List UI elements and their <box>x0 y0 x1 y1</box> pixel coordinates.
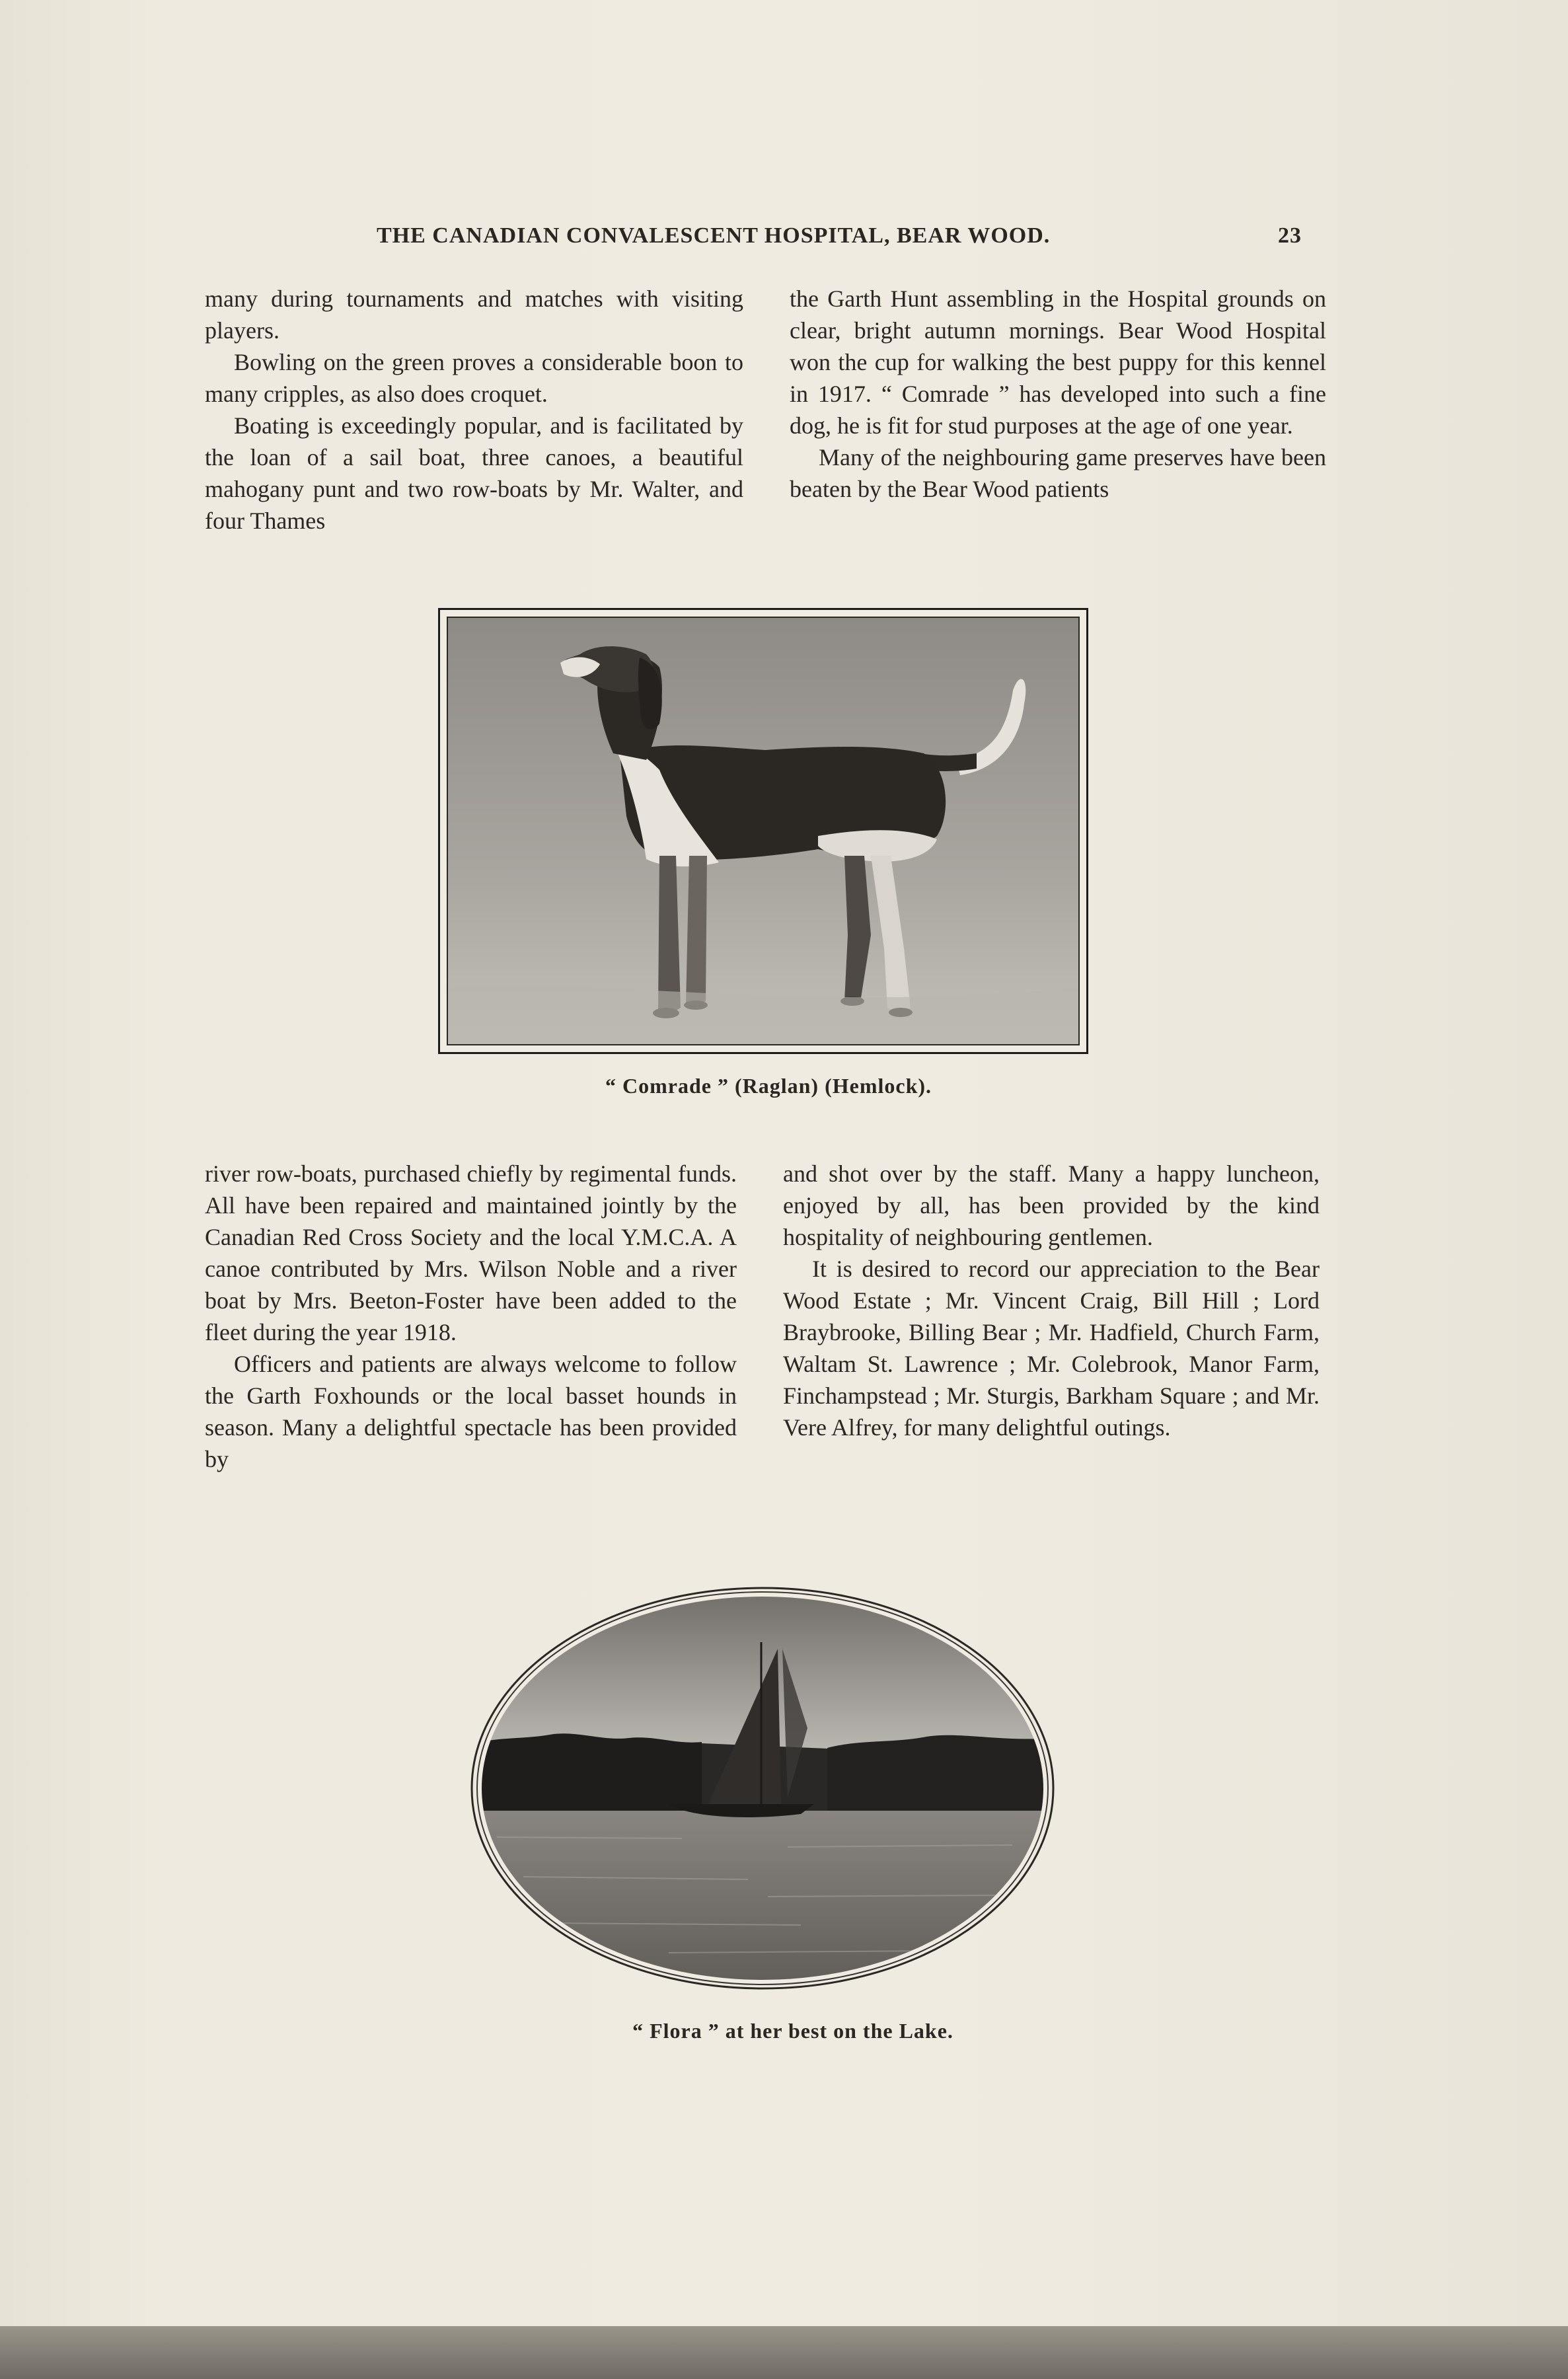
paragraph: Officers and patients are always welcome to follow the Garth Foxhounds or the local basset hounds in season. Many a delightful spectacle has been provided by <box>205 1351 737 1472</box>
paragraph: river row-boats, purchased chiefly by regimental funds. All have been repaired and maintained jointly by the Canadian Red Cross Society and the local Y.M.C.A. A canoe contributed by Mrs. Wilson Noble and a river boat by Mrs. Beeton-Foster have been added to the fleet during the year 1918. <box>205 1160 737 1345</box>
lower-left-column <box>205 1158 737 1475</box>
running-header <box>377 223 1302 256</box>
paragraph: the Garth Hunt assembling in the Hospital grounds on clear, bright autumn mornings. Bear Wood Hospital won the cup for walking the best puppy for this kennel in 1917. “ Comrade ” has developed into such a fine dog, he is fit for stud purposes at the age of one year. <box>790 285 1326 439</box>
paragraph: Boating is exceedingly popular, and is facilitated by the loan of a sail boat, three canoes, a beautiful mahogany punt and two row-boats by Mr. Walter, and four Thames <box>205 412 743 534</box>
paragraph: It is desired to record our appreciation to the Bear Wood Estate ; Mr. Vincent Craig, Bill Hill ; Lord Braybrooke, Billing Bear ; Mr. Hadfield, Church Farm, Waltam St. Lawrence ; Mr. Colebrook, Manor Farm, Finchampstead ; Mr. Sturgis, Barkham Square ; and Mr. Vere Alfrey, for many delightful outings. <box>783 1256 1320 1441</box>
header-title: THE CANADIAN CONVALESCENT HOSPITAL, BEAR WOOD. <box>377 223 1051 248</box>
paragraph: and shot over by the staff. Many a happy luncheon, enjoyed by all, has been provided by the kind hospitality of neighbouring gentlemen. <box>783 1160 1320 1250</box>
dog-photograph <box>438 608 1088 1054</box>
figure-caption-flora: “ Flora ” at her best on the Lake. <box>632 2019 953 2043</box>
paragraph: Bowling on the green proves a considerable boon to many cripples, as also does croquet. <box>205 349 743 407</box>
sailboat-photograph <box>470 1586 1055 1990</box>
paragraph: Many of the neighbouring game preserves have been beaten by the Bear Wood patients <box>790 444 1326 502</box>
upper-left-column <box>205 283 743 537</box>
upper-right-column <box>790 283 1326 505</box>
lower-right-column <box>783 1158 1320 1443</box>
dog-image <box>448 618 1080 1045</box>
figure-caption-comrade: “ Comrade ” (Raglan) (Hemlock). <box>605 1074 932 1098</box>
paragraph: many during tournaments and matches with visiting players. <box>205 285 743 344</box>
page-number: 23 <box>1278 223 1302 248</box>
page-edge-shadow <box>0 2326 1568 2379</box>
